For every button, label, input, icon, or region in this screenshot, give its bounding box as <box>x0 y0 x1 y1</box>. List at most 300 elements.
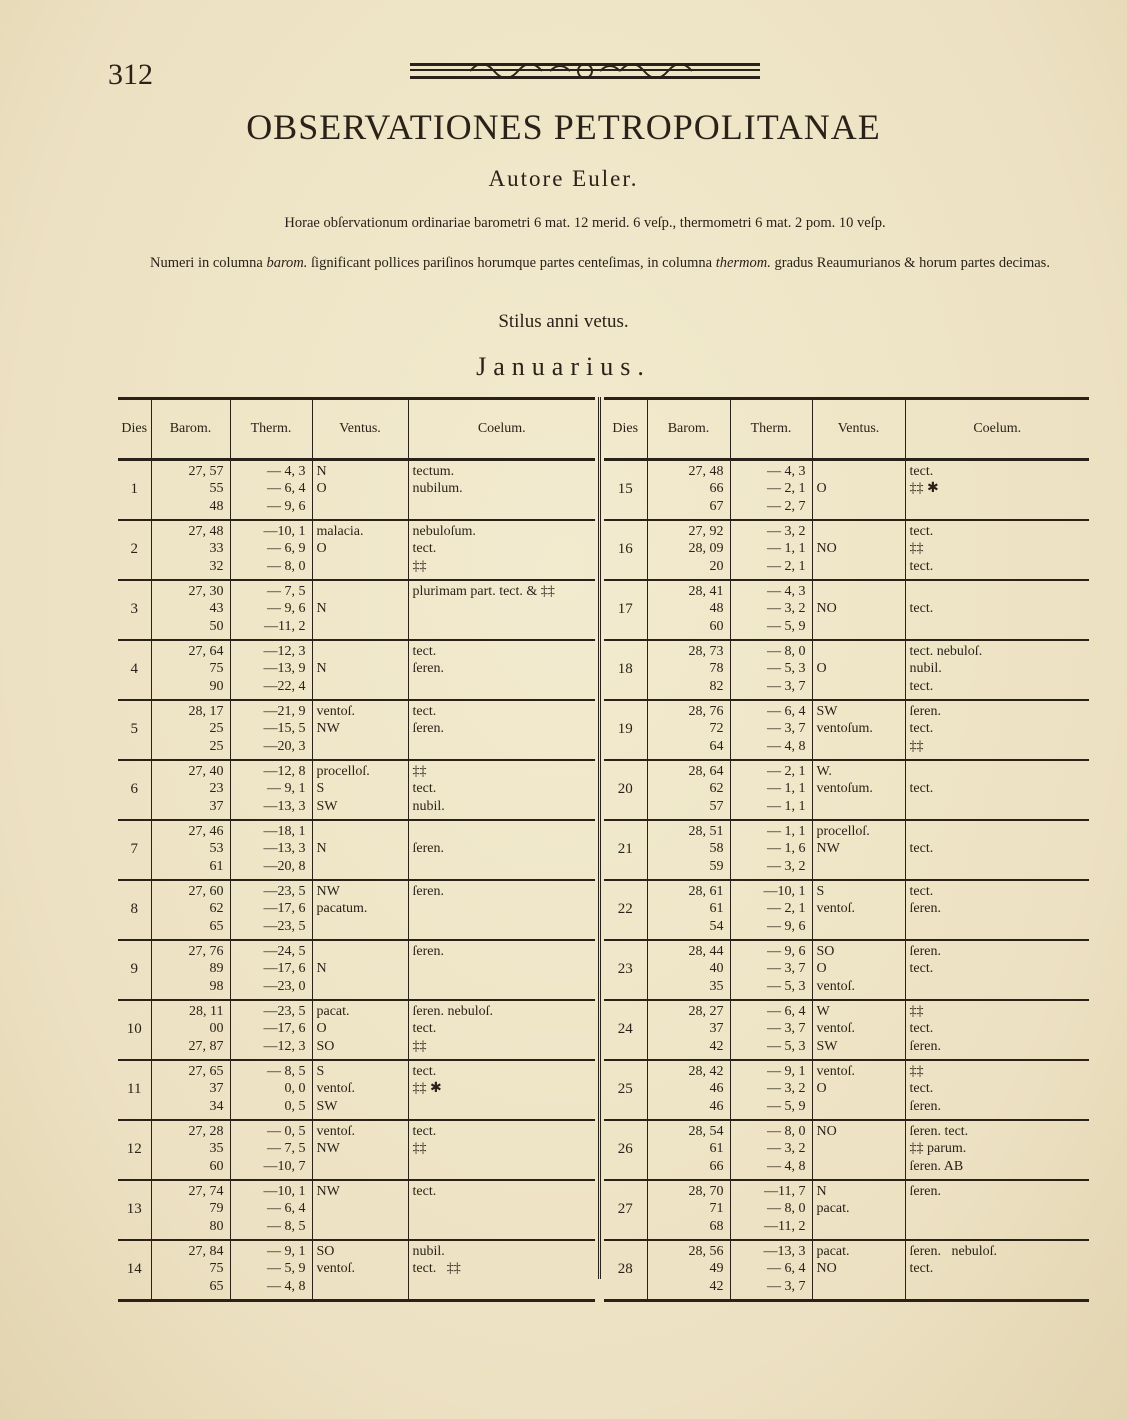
barom-reading: 61 <box>709 1141 724 1157</box>
coelum-reading: ſeren. <box>412 841 444 857</box>
barom-cell <box>647 520 730 580</box>
coelum-cell <box>408 460 595 521</box>
barom-reading: 28, 17 <box>188 704 224 719</box>
table-row <box>118 880 595 940</box>
ventus-reading <box>817 558 905 575</box>
coelum-reading <box>413 618 596 635</box>
ventus-reading <box>317 978 408 995</box>
table-row <box>118 580 595 640</box>
therm-reading: — 4, 8 <box>267 1278 306 1294</box>
ventus-reading <box>817 738 905 755</box>
coelum-reading: ſeren. nebuloſ. <box>909 1244 997 1259</box>
therm-cell <box>730 580 812 640</box>
ventus-reading <box>817 1098 905 1115</box>
coelum-reading: ‡‡ ✱ <box>412 1081 442 1097</box>
coelum-cell <box>408 760 595 820</box>
coelum-reading <box>910 1218 1090 1235</box>
ventus-reading: NO <box>816 601 837 617</box>
barom-reading: 28, 76 <box>688 704 724 719</box>
ventus-reading <box>317 558 408 575</box>
ventus-reading: N <box>816 1184 827 1199</box>
coelum-cell <box>408 580 595 640</box>
therm-reading: — 4, 3 <box>767 584 806 599</box>
barom-cell <box>647 820 730 880</box>
coelum-reading: tect. <box>412 781 437 797</box>
barom-reading: 78 <box>709 661 724 677</box>
ventus-cell <box>312 640 408 700</box>
therm-cell <box>730 460 812 521</box>
ventus-cell <box>812 1180 905 1240</box>
coelum-reading: tect. <box>412 541 437 557</box>
coelum-reading: ſeren. AB <box>909 1158 964 1174</box>
table-row <box>604 1180 1089 1240</box>
barom-reading: 27, 46 <box>188 824 224 839</box>
barom-reading: 27, 64 <box>188 644 224 659</box>
coelum-cell <box>905 460 1089 521</box>
ventus-reading: pacat. <box>816 1244 850 1259</box>
coelum-reading: ‡‡ <box>412 764 427 779</box>
therm-reading: — 3, 7 <box>767 721 806 737</box>
coelum-cell <box>408 520 595 580</box>
barom-cell <box>151 1120 230 1180</box>
therm-reading: — 9, 6 <box>767 918 806 934</box>
day-cell: 17 <box>604 580 647 640</box>
therm-reading: —11, 2 <box>764 1218 806 1234</box>
therm-reading: —12, 3 <box>263 1038 306 1054</box>
author-line: Autore Euler. <box>488 166 639 191</box>
ventus-cell <box>812 1060 905 1120</box>
therm-reading: — 2, 1 <box>767 901 806 917</box>
coelum-reading: ſeren. <box>412 944 444 959</box>
ventus-reading <box>317 678 408 695</box>
day-cell: 18 <box>604 640 647 700</box>
therm-reading: — 9, 1 <box>267 1244 306 1259</box>
barom-reading: 50 <box>209 618 224 634</box>
barom-reading: 48 <box>709 601 724 617</box>
barom-cell <box>647 1000 730 1060</box>
day-cell: 20 <box>604 760 647 820</box>
ventus-cell <box>812 640 905 700</box>
therm-reading: — 9, 6 <box>267 498 306 514</box>
coelum-reading: nubil. <box>909 661 942 677</box>
ventus-reading <box>817 1278 905 1295</box>
coelum-cell <box>408 1060 595 1120</box>
therm-reading: —23, 5 <box>263 884 306 899</box>
coelum-reading: tect. <box>909 678 934 694</box>
therm-reading: — 6, 4 <box>767 704 806 719</box>
coelum-reading <box>910 618 1090 635</box>
ventus-cell <box>312 1060 408 1120</box>
barom-reading: 28, 44 <box>688 944 724 959</box>
coelum-reading <box>910 823 1090 840</box>
ventus-reading: pacatum. <box>316 901 368 917</box>
therm-reading: —13, 3 <box>263 841 306 857</box>
barom-reading: 37 <box>209 1081 224 1097</box>
ventus-reading: NW <box>316 1184 340 1199</box>
barom-reading: 89 <box>209 961 224 977</box>
therm-reading: —12, 8 <box>263 764 306 779</box>
therm-reading: — 6, 9 <box>267 541 306 557</box>
therm-cell <box>230 580 312 640</box>
therm-reading: —13, 3 <box>263 798 306 814</box>
day-cell: 6 <box>118 760 151 820</box>
therm-reading: — 1, 1 <box>767 798 806 814</box>
table-row <box>604 640 1089 700</box>
barom-reading: 62 <box>709 781 724 797</box>
barom-reading: 43 <box>209 601 224 617</box>
ventus-reading: O <box>316 481 327 497</box>
table-row <box>604 760 1089 820</box>
barom-cell <box>151 940 230 1000</box>
ventus-reading: ventoſum. <box>816 781 873 797</box>
therm-reading: —20, 3 <box>263 738 306 754</box>
ventus-reading: ventoſ. <box>816 1021 855 1037</box>
coelum-reading <box>413 1200 596 1217</box>
therm-reading: — 5, 3 <box>767 978 806 994</box>
header-dies: Dies <box>118 399 151 460</box>
therm-cell <box>230 1120 312 1180</box>
coelum-reading: nubilum. <box>412 481 463 497</box>
barom-cell <box>647 460 730 521</box>
ventus-reading: SW <box>316 798 338 814</box>
ventus-reading: W <box>816 1004 830 1019</box>
coelum-cell <box>905 1180 1089 1240</box>
barom-cell <box>647 880 730 940</box>
barom-reading: 28, 11 <box>189 1004 224 1019</box>
table-row <box>604 460 1089 521</box>
ventus-reading: pacat. <box>316 1004 350 1019</box>
header-dies: Dies <box>604 399 647 460</box>
coelum-reading <box>413 1158 596 1175</box>
day-cell: 15 <box>604 460 647 521</box>
therm-reading: — 6, 4 <box>267 481 306 497</box>
barom-reading: 28, 27 <box>688 1004 724 1019</box>
header-coelum: Coelum. <box>408 399 595 460</box>
barom-reading: 37 <box>709 1021 724 1037</box>
coelum-cell <box>905 1000 1089 1060</box>
coelum-reading <box>910 583 1090 600</box>
barom-reading: 28, 41 <box>688 584 724 599</box>
barom-reading: 27, 84 <box>188 1244 224 1259</box>
day-cell: 23 <box>604 940 647 1000</box>
ventus-reading: ventoſ. <box>316 1261 355 1277</box>
coelum-reading <box>413 600 596 617</box>
therm-reading: — 8, 0 <box>767 1201 806 1217</box>
ventus-reading: O <box>316 541 327 557</box>
therm-cell <box>730 1000 812 1060</box>
ventus-cell <box>812 760 905 820</box>
therm-reading: —17, 6 <box>263 1021 306 1037</box>
day-cell: 7 <box>118 820 151 880</box>
coelum-cell <box>408 820 595 880</box>
coelum-reading <box>910 763 1090 780</box>
units-note: Numeri in columna barom. ſignificant pollices pariſinos horumque partes centeſimas, in columna thermom. gradus Reaumurianos & horum partes decimas. <box>150 255 1050 271</box>
month-heading: Januarius. <box>476 352 651 381</box>
ventus-reading: NW <box>316 884 340 899</box>
barom-reading: 28, 51 <box>688 824 724 839</box>
coelum-cell <box>905 1120 1089 1180</box>
ventus-reading <box>317 1158 408 1175</box>
barom-reading: 35 <box>709 978 724 994</box>
ventus-reading <box>817 1140 905 1157</box>
header-barom: Barom. <box>151 399 230 460</box>
table-row <box>118 760 595 820</box>
ventus-cell <box>812 700 905 760</box>
therm-reading: — 3, 2 <box>767 601 806 617</box>
therm-reading: —17, 6 <box>263 901 306 917</box>
ventus-cell <box>312 520 408 580</box>
coelum-reading: ‡‡ parum. <box>909 1141 967 1157</box>
coelum-cell <box>408 700 595 760</box>
ventus-reading: N <box>316 661 327 677</box>
coelum-reading: tect. <box>909 524 934 539</box>
therm-reading: — 9, 1 <box>767 1064 806 1079</box>
barom-reading: 27, 74 <box>188 1184 224 1199</box>
therm-reading: 0, 5 <box>284 1098 306 1114</box>
therm-cell <box>730 1060 812 1120</box>
coelum-reading: tect. <box>909 558 934 574</box>
ventus-cell <box>312 880 408 940</box>
table-row <box>604 880 1089 940</box>
table-body-right <box>604 460 1089 1301</box>
ventus-reading <box>817 918 905 935</box>
ventus-cell <box>812 1240 905 1301</box>
coelum-reading: ‡‡ <box>909 738 924 754</box>
ventus-cell <box>812 1000 905 1060</box>
barom-reading: 20 <box>709 558 724 574</box>
ventus-reading <box>817 498 905 515</box>
therm-reading: — 3, 2 <box>767 1141 806 1157</box>
day-cell: 1 <box>118 460 151 521</box>
coelum-reading <box>413 678 596 695</box>
barom-reading: 28, 64 <box>688 764 724 779</box>
coelum-reading: ‡‡ <box>909 1004 924 1019</box>
ventus-cell <box>312 820 408 880</box>
table-row <box>118 1240 595 1301</box>
barom-reading: 37 <box>209 798 224 814</box>
coelum-cell <box>905 940 1089 1000</box>
calendar-style-note: Stilus anni vetus. <box>498 311 629 332</box>
table-row <box>604 820 1089 880</box>
therm-cell <box>230 700 312 760</box>
ventus-cell <box>312 1000 408 1060</box>
barom-reading: 90 <box>209 678 224 694</box>
day-cell: 10 <box>118 1000 151 1060</box>
ventus-reading <box>817 858 905 875</box>
barom-cell <box>151 760 230 820</box>
coelum-reading <box>910 798 1090 815</box>
coelum-reading: tect. <box>909 464 934 479</box>
therm-reading: — 5, 3 <box>767 1038 806 1054</box>
ventus-reading <box>317 738 408 755</box>
coelum-reading: tect. <box>909 1021 934 1037</box>
day-cell: 19 <box>604 700 647 760</box>
barom-reading: 27, 40 <box>188 764 224 779</box>
therm-reading: —12, 3 <box>263 644 306 659</box>
ventus-reading: S <box>316 781 325 797</box>
coelum-reading: tect. <box>909 781 934 797</box>
day-cell: 13 <box>118 1180 151 1240</box>
coelum-cell <box>408 1000 595 1060</box>
barom-reading: 28, 56 <box>688 1244 724 1259</box>
ventus-cell <box>312 940 408 1000</box>
ventus-reading <box>817 1218 905 1235</box>
barom-reading: 65 <box>209 1278 224 1294</box>
ventus-reading <box>817 618 905 635</box>
therm-reading: — 5, 9 <box>767 1098 806 1114</box>
therm-reading: —22, 4 <box>263 678 306 694</box>
coelum-reading <box>413 900 596 917</box>
table-row <box>604 1240 1089 1301</box>
barom-cell <box>151 1060 230 1120</box>
barom-cell <box>647 580 730 640</box>
barom-cell <box>151 820 230 880</box>
coelum-reading: tect. <box>412 1124 437 1139</box>
day-cell: 9 <box>118 940 151 1000</box>
ventus-cell <box>812 460 905 521</box>
barom-reading: 27, 30 <box>188 584 224 599</box>
therm-reading: — 9, 6 <box>767 944 806 959</box>
ventus-reading: ventoſ. <box>816 1064 855 1079</box>
day-cell: 12 <box>118 1120 151 1180</box>
coelum-cell <box>905 880 1089 940</box>
therm-reading: —10, 1 <box>763 884 806 899</box>
therm-reading: —13, 9 <box>263 661 306 677</box>
ventus-reading <box>817 583 905 600</box>
barom-reading: 40 <box>709 961 724 977</box>
barom-reading: 34 <box>209 1098 224 1114</box>
therm-cell <box>230 1060 312 1120</box>
therm-reading: — 8, 0 <box>267 558 306 574</box>
ventus-reading <box>317 858 408 875</box>
ventus-reading: ventoſum. <box>816 721 873 737</box>
coelum-cell <box>905 820 1089 880</box>
therm-reading: —20, 8 <box>263 858 306 874</box>
therm-reading: — 1, 1 <box>767 781 806 797</box>
therm-reading: 0, 0 <box>284 1081 306 1097</box>
coelum-reading: ‡‡ <box>909 541 924 557</box>
coelum-reading: ſeren. <box>412 721 444 737</box>
header-therm: Therm. <box>730 399 812 460</box>
therm-reading: — 3, 2 <box>767 1081 806 1097</box>
therm-reading: —17, 6 <box>263 961 306 977</box>
ventus-cell <box>312 760 408 820</box>
coelum-reading <box>413 918 596 935</box>
barom-reading: 27, 92 <box>688 524 724 539</box>
barom-reading: 49 <box>709 1261 724 1277</box>
barom-reading: 27, 57 <box>188 464 224 479</box>
ventus-reading <box>317 1278 408 1295</box>
barom-reading: 66 <box>709 481 724 497</box>
ventus-reading <box>817 678 905 695</box>
therm-reading: — 6, 4 <box>767 1004 806 1019</box>
ventus-cell <box>812 820 905 880</box>
therm-reading: — 3, 7 <box>767 678 806 694</box>
therm-reading: —24, 5 <box>263 944 306 959</box>
ventus-reading <box>817 463 905 480</box>
ventus-reading: ventoſ. <box>816 978 855 994</box>
barom-reading: 98 <box>209 978 224 994</box>
coelum-reading: ‡‡ <box>412 1141 427 1157</box>
barom-reading: 32 <box>209 558 224 574</box>
coelum-reading: ſeren. tect. <box>909 1124 969 1139</box>
barom-cell <box>647 940 730 1000</box>
coelum-reading: plurimam part. tect. & ‡‡ <box>412 584 555 599</box>
barom-cell <box>151 520 230 580</box>
header-ventus: Ventus. <box>312 399 408 460</box>
coelum-cell <box>905 1240 1089 1301</box>
barom-cell <box>647 700 730 760</box>
coelum-reading: ſeren. <box>909 1098 941 1114</box>
ventus-reading: NW <box>316 721 340 737</box>
ventus-reading <box>817 523 905 540</box>
ventus-reading: O <box>816 661 827 677</box>
ventus-reading: O <box>816 1081 827 1097</box>
coelum-reading <box>413 1218 596 1235</box>
therm-reading: — 7, 5 <box>267 584 306 599</box>
coelum-cell <box>408 1120 595 1180</box>
therm-reading: — 3, 7 <box>767 1021 806 1037</box>
barom-reading: 61 <box>209 858 224 874</box>
coelum-reading: ſeren. <box>909 901 941 917</box>
barom-cell <box>151 580 230 640</box>
header-ventus: Ventus. <box>812 399 905 460</box>
barom-reading: 28, 54 <box>688 1124 724 1139</box>
coelum-reading: tect. <box>909 601 934 617</box>
header-coelum: Coelum. <box>905 399 1089 460</box>
ventus-reading <box>317 1218 408 1235</box>
coelum-reading: tect. <box>412 1021 437 1037</box>
ventus-reading: NW <box>816 841 840 857</box>
barom-reading: 27, 65 <box>188 1064 224 1079</box>
barom-reading: 27, 87 <box>188 1038 224 1054</box>
barom-cell <box>647 1060 730 1120</box>
ventus-reading: NW <box>316 1141 340 1157</box>
barom-reading: 27, 48 <box>188 524 224 539</box>
ventus-reading <box>317 618 408 635</box>
therm-reading: —21, 9 <box>263 704 306 719</box>
observations-table-right <box>604 397 1089 1302</box>
ventus-reading: N <box>316 464 327 479</box>
ventus-reading: W. <box>816 764 832 779</box>
ventus-cell <box>812 940 905 1000</box>
therm-cell <box>730 700 812 760</box>
barom-reading: 42 <box>709 1278 724 1294</box>
day-cell: 26 <box>604 1120 647 1180</box>
coelum-reading: ſeren. <box>909 704 941 719</box>
barom-reading: 48 <box>209 498 224 514</box>
table-row <box>604 580 1089 640</box>
coelum-reading: tect. ‡‡ <box>412 1261 461 1277</box>
coelum-reading: ſeren. nebuloſ. <box>412 1004 493 1019</box>
coelum-reading: tectum. <box>412 464 455 479</box>
ventus-reading: SO <box>316 1244 335 1259</box>
table-row <box>118 1060 595 1120</box>
ventus-reading <box>817 1158 905 1175</box>
ventus-reading: O <box>816 961 827 977</box>
day-cell: 2 <box>118 520 151 580</box>
coelum-cell <box>905 640 1089 700</box>
coelum-cell <box>408 880 595 940</box>
ventus-reading: SO <box>316 1038 335 1054</box>
therm-cell <box>230 880 312 940</box>
barom-reading: 60 <box>709 618 724 634</box>
barom-reading: 66 <box>709 1158 724 1174</box>
ventus-cell <box>812 580 905 640</box>
therm-reading: — 1, 1 <box>767 824 806 839</box>
therm-cell <box>730 760 812 820</box>
coelum-reading: nubil. <box>412 798 445 814</box>
